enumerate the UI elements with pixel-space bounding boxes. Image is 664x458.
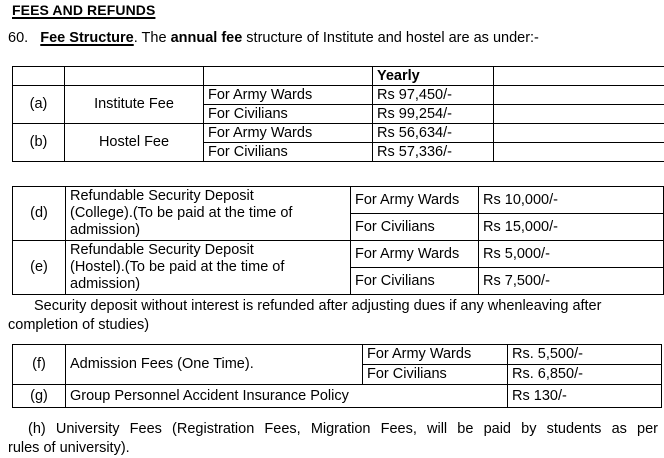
header-cell-blank-4 [494, 67, 664, 86]
description-line-3: admission) [70, 276, 140, 292]
row-amount: Rs. 6,850/- [508, 365, 662, 385]
row-extra [494, 143, 664, 162]
row-amount: Rs 15,000/- [479, 214, 664, 241]
row-extra [494, 124, 664, 143]
table-row [13, 124, 664, 143]
row-category: For Civilians [204, 105, 373, 124]
clause-number: 60. [8, 30, 28, 46]
row-category: For Civilians [204, 143, 373, 162]
university-note-line-2: rules of university). [8, 439, 658, 458]
table-row [13, 241, 664, 268]
row-category: For Army Wards [363, 345, 508, 365]
intro-text-before: . The [134, 30, 171, 46]
description-line-2: (College).(To be paid at the time of [70, 205, 292, 221]
description-line-2: (Hostel).(To be paid at the time of [70, 259, 284, 275]
row-amount: Rs 56,634/- [373, 124, 494, 143]
row-extra [494, 105, 664, 124]
security-deposit-note [8, 297, 656, 335]
row-extra [494, 86, 664, 105]
row-label-a: (a) [13, 86, 65, 124]
row-amount: Rs 57,336/- [373, 143, 494, 162]
row-label-e: (e) [13, 241, 66, 295]
row-label-f: (f) [13, 345, 66, 385]
row-label-d: (d) [13, 187, 66, 241]
row-amount: Rs 7,500/- [479, 268, 664, 295]
description-line-1: Refundable Security Deposit [70, 188, 254, 204]
table-row [13, 345, 662, 365]
table-row [13, 86, 664, 105]
university-fees-note [8, 420, 658, 458]
page-title: FEES AND REFUNDS [12, 2, 155, 18]
row-amount: Rs 99,254/- [373, 105, 494, 124]
row-category: For Army Wards [351, 187, 479, 214]
row-category: For Army Wards [204, 86, 373, 105]
clause-term: Fee Structure [40, 30, 133, 46]
row-label-b: (b) [13, 124, 65, 162]
security-note-line-1: Security deposit without interest is refunded after adjusting dues if any whenleaving [8, 298, 568, 314]
row-amount: Rs 5,000/- [479, 241, 664, 268]
row-item-institute-fee: Institute Fee [65, 86, 204, 124]
row-label-g: (g) [13, 385, 66, 408]
security-deposit-table [12, 186, 664, 295]
header-cell-blank-1 [13, 67, 65, 86]
row-category: For Civilians [351, 268, 479, 295]
row-amount: Rs 10,000/- [479, 187, 664, 214]
row-item-admission-fees: Admission Fees (One Time). [66, 345, 363, 385]
header-cell-yearly: Yearly [373, 67, 494, 86]
table-row [13, 385, 662, 408]
row-category: For Civilians [363, 365, 508, 385]
table-row [13, 67, 664, 86]
row-item-insurance-policy: Group Personnel Accident Insurance Policy [66, 385, 508, 408]
description-line-1: Refundable Security Deposit [70, 242, 254, 258]
row-amount: Rs 130/- [508, 385, 662, 408]
description-line-3: admission) [70, 222, 140, 238]
intro-text-after: structure of Institute and hostel are as under:- [242, 30, 539, 46]
row-description-college [66, 187, 351, 241]
university-note-line-1: (h) University Fees (Registration Fees, Migration Fees, will be paid by students as per [8, 420, 658, 439]
intro-bold-phrase: annual fee [171, 30, 243, 46]
header-cell-blank-3 [204, 67, 373, 86]
intro-paragraph [8, 30, 539, 47]
table-row [13, 187, 664, 214]
row-category: For Civilians [351, 214, 479, 241]
row-category: For Army Wards [351, 241, 479, 268]
security-note-line-2: after completion of studies) [8, 298, 601, 333]
row-amount: Rs. 5,500/- [508, 345, 662, 365]
row-category: For Army Wards [204, 124, 373, 143]
header-cell-blank-2 [65, 67, 204, 86]
row-amount: Rs 97,450/- [373, 86, 494, 105]
fee-structure-table [12, 66, 664, 162]
row-item-hostel-fee: Hostel Fee [65, 124, 204, 162]
admission-fees-table [12, 344, 662, 408]
row-description-hostel [66, 241, 351, 295]
